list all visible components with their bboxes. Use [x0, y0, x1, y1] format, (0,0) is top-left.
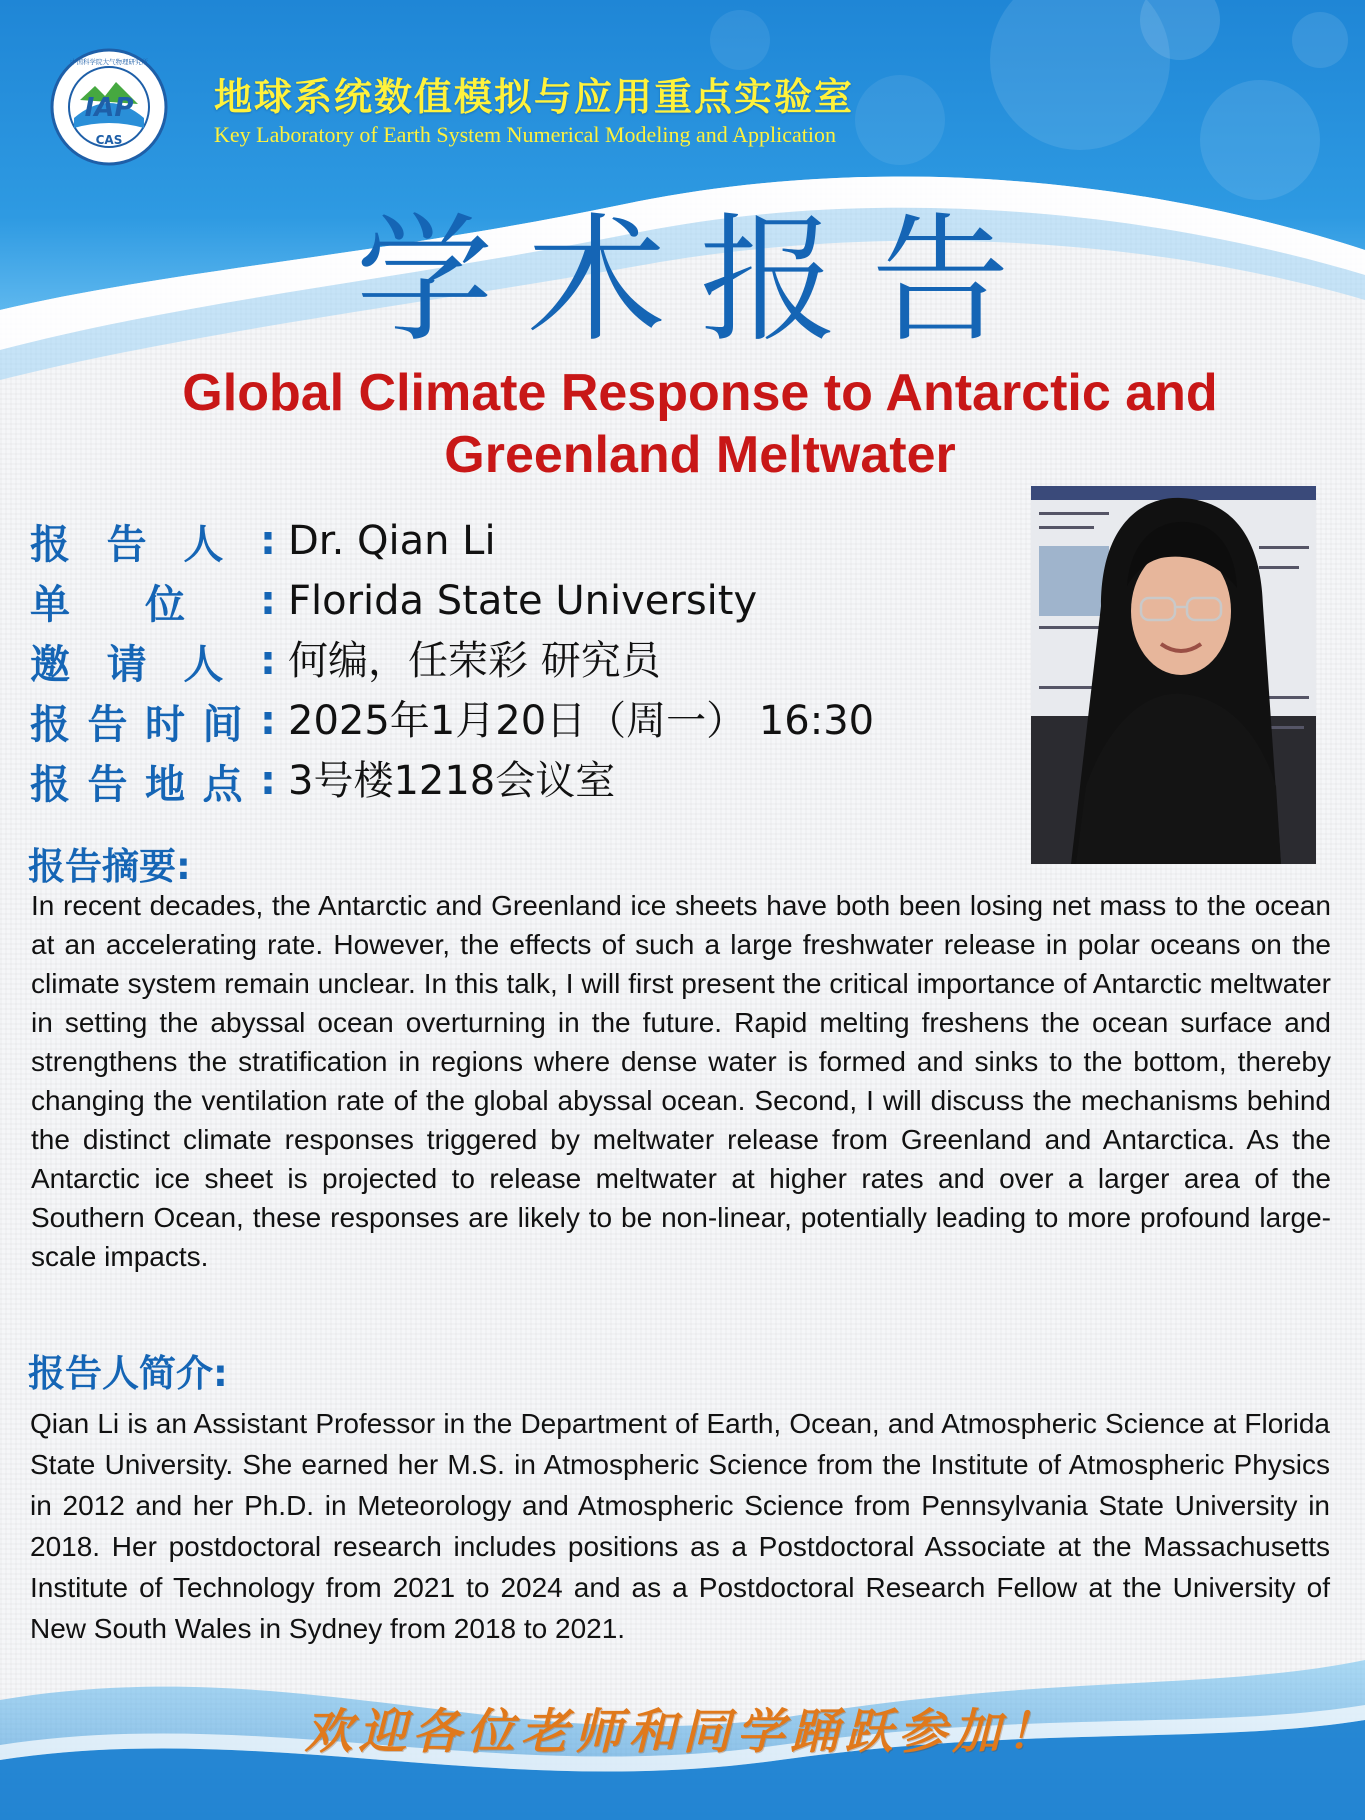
label-char: :: [260, 578, 276, 624]
label-char: 邀: [30, 641, 70, 688]
info-label: [30, 754, 276, 808]
label-char: 点: [202, 761, 243, 808]
welcome-message: 欢迎各位老师和同学踊跃参加！: [304, 1704, 1061, 1760]
affiliation: Florida State University: [288, 578, 758, 624]
speaker-name: Dr. Qian Li: [288, 518, 496, 564]
label-char: 单: [30, 581, 70, 628]
label-char: :: [260, 698, 276, 744]
label-char: 地: [145, 761, 185, 808]
host: 何编，任荣彩 研究员: [288, 638, 661, 684]
label-char: :: [259, 638, 276, 684]
label-char: 报: [30, 761, 70, 808]
label-char: 报: [30, 521, 70, 568]
label-char: :: [259, 518, 276, 564]
iap-cas-logo: [50, 48, 168, 166]
label-char: 间: [202, 701, 243, 748]
svg-text:IAP: IAP: [84, 93, 134, 123]
speaker-photo: [1031, 486, 1316, 864]
abstract-text: In recent decades, the Antarctic and Greenland ice sheets have both been losing net mass to the ocean at an accelerating rate. However, the effects of such a large freshwater release in polar oceans on the climate system remain unclear. In this talk, I will first present the critical importance of Antarctic meltwater in setting the abyssal ocean overturning in the future. Rapid melting freshens the ocean surface and strengthens the stratification in regions where dense water is formed and sinks to the bottom, thereby changing the ventilation rate of the global abyssal ocean. Second, I will discuss the mechanisms behind the distinct climate responses triggered by meltwater release from Greenland and Antarctica. As the Antarctic ice sheet is projected to release meltwater at higher rates and over a larger area of the Southern Ocean, these responses are likely to be non-linear, potentially leading to more profound large-scale impacts.: [31, 890, 1331, 1272]
info-label: [30, 694, 276, 748]
talk-title: Global Climate Response to Antarctic and Greenland Meltwater: [182, 364, 1218, 484]
bio-heading: 报告人简介:: [28, 1352, 228, 1395]
label-char: 告: [87, 761, 128, 808]
lab-name-cn: 地球系统数值模拟与应用重点实验室: [214, 75, 855, 119]
info-label: [30, 574, 276, 628]
bio-text: Qian Li is an Assistant Professor in the Department of Earth, Ocean, and Atmospheric Science at Florida State University. She earned her M.S. in Atmospheric Science from the Institute of Atmospheric Physics in 2012 and her Ph.D. in Meteorology and Atmospheric Science from Pennsylvania State University in 2018. Her postdoctoral research includes positions as a Postdoctoral Associate at the Massachusetts Institute of Technology from 2021 to 2024 and as a Postdoctoral Research Fellow at the University of New South Wales in Sydney from 2018 to 2021.: [30, 1408, 1330, 1644]
info-label: [30, 514, 276, 568]
talk-time: 2025年1月20日（周一） 16:30: [288, 698, 875, 744]
label-char: 人: [183, 521, 224, 568]
label-char: 请: [106, 641, 147, 688]
label-char: 告: [87, 701, 128, 748]
info-label: [30, 634, 276, 688]
svg-text:中国科学院大气物理研究所: 中国科学院大气物理研究所: [70, 58, 148, 66]
abstract-heading: 报告摘要:: [28, 845, 191, 888]
label-char: 告: [106, 521, 147, 568]
talk-location: 3号楼1218会议室: [288, 758, 616, 804]
svg-text:CAS: CAS: [95, 133, 123, 147]
label-char: :: [260, 758, 276, 804]
label-char: 人: [183, 641, 224, 688]
label-char: 报: [30, 701, 70, 748]
label-char: 时: [145, 701, 185, 748]
lab-name-en: Key Laboratory of Earth System Numerical Modeling and Application: [214, 122, 836, 147]
label-char: 位: [145, 581, 185, 628]
poster-title: 学术报告: [355, 200, 1044, 361]
